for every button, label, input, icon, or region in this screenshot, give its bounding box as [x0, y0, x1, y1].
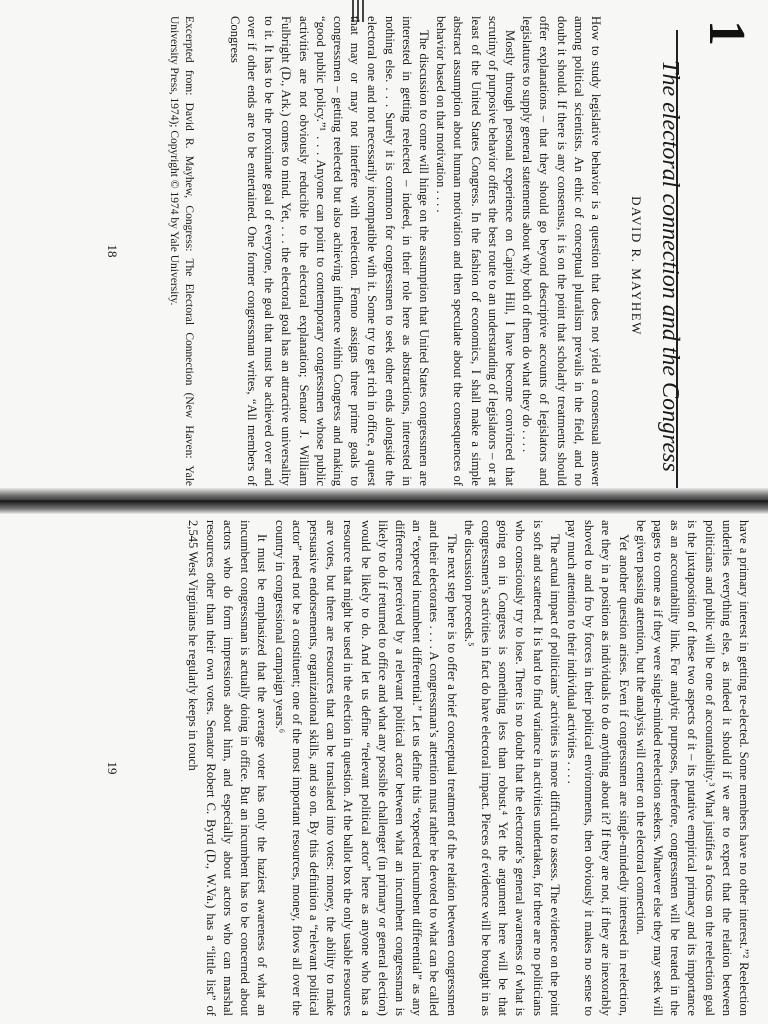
chapter-number: 1	[698, 20, 755, 46]
paragraph: It must be emphasized that the average voter has only the haziest awareness of what an incumbent congressman is actually doing in office. But an incumbent has to be concerned about actors who do form impressions about him, and especially about actors who can marshal resources other than their own votes. Senator Robert C. Byrd (D., W.Va.) has a “little list” of 2,545 West Virginians he regularly keeps in touch	[186, 520, 270, 1016]
chapter-title: The electoral connection and the Congress	[657, 60, 683, 472]
paragraph: The discussion to come will hinge on the assumption that United States congressmen are interested in getting reelected – indeed, in their role here as abstractions, interested in nothing else. . . . Surely it is common for congressmen to seek other ends alongside the electoral one and not necessarily incompatible with it. Some try to get rich in office, a quest that may or may not interfere with reelection. Fenno assigns three prime goals to congressmen – getting reelected but also achieving influence within Congress and making “good public policy.”¹ . . . Anyone can point to contemporary congressmen whose public activities are not obviously reducible to the electoral explanation; Senator J. William Fulbright (D., Ark.) comes to mind. Yet, . . . the electoral goal has an attractive universality to it. It has to be the proximate goal of everyone, the goal that must be achieved over and over if other ends are to be entertained. One former congressman writes, “All members of Congress	[227, 16, 431, 486]
paragraph: How to study legislative behavior is a question that does not yield a consensual answer among political scientists. An ethic of conceptual pluralism prevails in the field, and no doubt it should. If there is any consensus, it is on the point that scholarly treatments should offer explanations – that they should go beyond descriptive accounts of legislators and legislatures to supply general statements about why both of them do what they do . . . .	[520, 16, 603, 486]
page-number: 18	[105, 244, 120, 258]
page-18	[96, 16, 756, 486]
page-number: 19	[105, 761, 120, 775]
page-19-body	[184, 520, 752, 1016]
page-19	[96, 520, 756, 1016]
spine-line	[0, 500, 768, 502]
page-18-body	[226, 16, 604, 486]
paragraph: Yet another question arises. Even if congressmen are single-mindedly interested in reelection, are they in a position as individuals to do anything about it? If they are not, if they are inexorably shoved to and fro by forces in their political environments, then obviously it makes no sense to pay much attention to their individual activities . . . .	[564, 520, 631, 1016]
paragraph: have a primary interest in getting re-elected. Some members have no other interest.”² Reelection underlies everything else, as indeed it should if we are to expect that the relation between politicians and public will be one of accountability.³ What justifies a focus on the reelection goal is the juxtaposition of these two aspects of it – its putative empirical primacy and its importance as an accountability link. For analytic purposes, therefore, congressmen will be treated in the pages to come as if they were single-minded reelection seekers. Whatever else they may seek will be given passing attention, but the analysis will center on the electoral connection.	[633, 520, 751, 1016]
paragraph: The next step here is to offer a brief conceptual treatment of the relation between congressmen and their electorates . . . . A congressman’s attention must rather be devoted to what can be called an “expected incumbent differential.” Let us define this “expected incumbent differential” as any difference perceived by a relevant political actor between what an incumbent congressman is likely to do if returned to office and what any possible challenger (in primary or general election) would be likely to do. And let us define “relevant political actor” here as anyone who has a resource that might be used in the election in question. At the ballot box the only usable resources are votes, but there are resources that can be translated into votes: money, the ability to make persuasive endorsements, organizational skills, and so on. By this definition a “relevant political actor” need not be a constituent; one of the most important resources, money, flows all over the country in congressional campaign years.⁶	[272, 520, 459, 1016]
paragraph: Mostly through personal experience on Capitol Hill, I have become convinced that scrutiny of purposive behavior offers the best route to an understanding of legislators – or at least of the United States Congress. In the fashion of economics, I shall make a simple abstract assumption about human motivation and then speculate about the consequences of behavior based on that motivation . . . .	[434, 16, 517, 486]
paragraph: The actual impact of politicians’ activities is more difficult to assess. The evidence on the point is soft and scattered. It is hard to find variance in activities undertaken, for there are no politicians who consciously try to lose. There is no doubt that the electorate’s general awareness of what is going on in Congress is something less than robust.⁴ Yet the argument here will be that congressmen’s activities in fact do have electoral impact. Pieces of evidence will be brought in as the discussion proceeds.⁵	[461, 520, 562, 1016]
author-name: DAVID R. MAYHEW	[629, 196, 644, 336]
source-footnote: Excerpted from: David R. Mayhew, Congress: The Electoral Connection (New Haven: Yale University Press, 1974); Copyright © 1974 by Yale University.	[168, 16, 195, 486]
